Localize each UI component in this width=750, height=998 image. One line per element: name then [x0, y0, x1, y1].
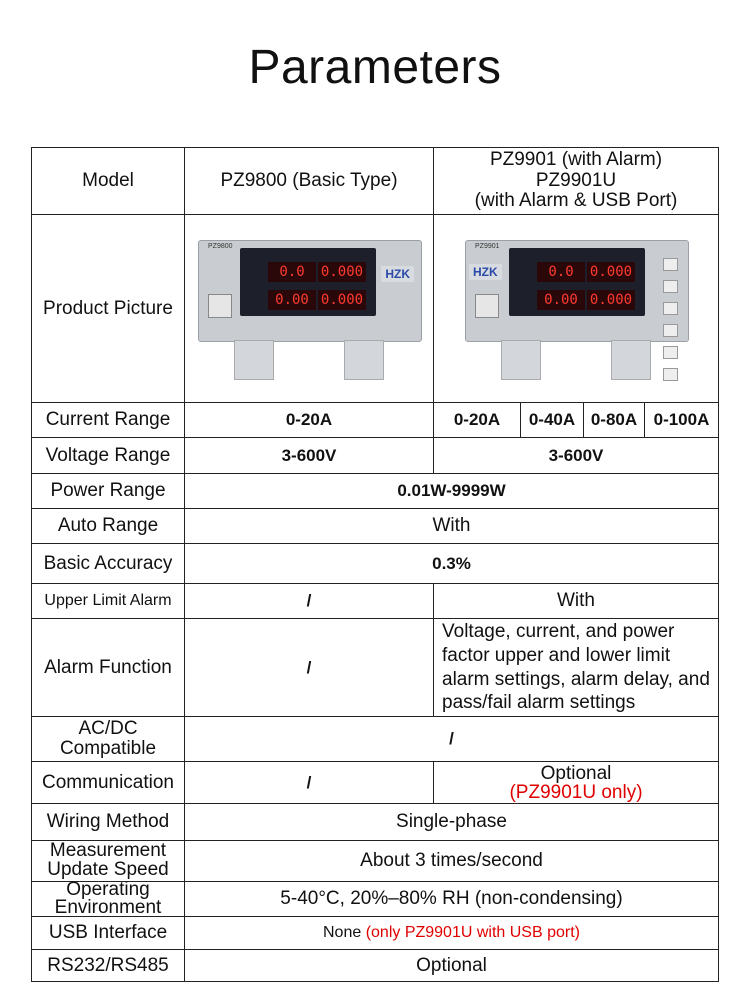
label-rs232: RS232/RS485 — [32, 950, 185, 981]
model-pz9901 — [434, 148, 718, 214]
display-digit: 0.00 — [268, 290, 316, 310]
device-pz9800-label: PZ9800 — [208, 242, 233, 250]
upper-limit-alarm-pz9800: / — [185, 584, 434, 618]
device-buttons — [655, 256, 685, 388]
power-switch — [208, 294, 232, 318]
page-title: Parameters — [248, 41, 502, 94]
label-basic-accuracy: Basic Accuracy — [32, 544, 185, 583]
table-row-basic-accuracy — [32, 543, 718, 583]
current-range-options — [434, 403, 718, 437]
update-speed-value: About 3 times/second — [360, 850, 543, 871]
upper-limit-alarm-pz9901: With — [557, 590, 595, 611]
label-upper-limit-alarm: Upper Limit Alarm — [32, 584, 185, 618]
communication-optional: Optional — [540, 762, 612, 784]
model-pz9901-line3: (with Alarm & USB Port) — [474, 190, 678, 212]
product-picture-pz9800 — [185, 215, 434, 402]
table-row-voltage-range — [32, 437, 718, 473]
table-row-wiring-method — [32, 803, 718, 840]
label-communication: Communication — [32, 762, 185, 803]
label-voltage-range: Voltage Range — [32, 438, 185, 473]
model-pz9901-line2: PZ9901U — [535, 169, 617, 191]
display-digit: 0.0 — [537, 262, 585, 282]
display-digit: 0.000 — [587, 262, 635, 282]
table-row-picture — [32, 214, 718, 402]
display-digit: 0.000 — [318, 262, 366, 282]
label-usb-interface: USB Interface — [32, 917, 185, 949]
label-alarm-function: Alarm Function — [32, 619, 185, 716]
display-digit: 0.0 — [268, 262, 316, 282]
label-operating-environment: Operating Environment — [32, 882, 185, 916]
device-stand — [344, 340, 384, 380]
usb-interface-none: None — [322, 924, 362, 941]
display-digit: 0.00 — [537, 290, 585, 310]
display-digit: 0.000 — [318, 290, 366, 310]
alarm-function-pz9901: Voltage, current, and power factor upper and lower limit alarm settings, alarm delay, and pass/fail alarm settings — [442, 621, 710, 714]
operating-environment-value: 5-40°C, 20%–80% RH (non-condensing) — [280, 888, 623, 909]
usb-interface-value — [185, 917, 718, 949]
auto-range-value: With — [432, 515, 471, 536]
power-range-value: 0.01W-9999W — [397, 481, 506, 500]
label-wiring-method: Wiring Method — [32, 804, 185, 840]
table-row-usb-interface — [32, 916, 718, 949]
current-range-pz9800: 0-20A — [185, 403, 434, 437]
current-option: 0-20A — [434, 403, 521, 437]
table-row-rs232 — [32, 949, 718, 981]
hzk-logo: HZK — [469, 264, 502, 280]
communication-pz9800: / — [185, 762, 434, 803]
current-option: 0-80A — [584, 403, 645, 437]
label-power-range: Power Range — [32, 474, 185, 508]
table-row-upper-limit-alarm — [32, 583, 718, 618]
current-option: 0-40A — [521, 403, 584, 437]
product-picture-pz9901 — [434, 215, 718, 402]
communication-pz9901 — [434, 762, 718, 803]
table-row-operating-environment — [32, 878, 718, 918]
parameters-table — [31, 147, 719, 982]
label-model: Model — [32, 148, 185, 214]
current-option: 0-100A — [653, 410, 710, 429]
table-row-update-speed — [32, 840, 718, 881]
acdc-value: / — [449, 729, 454, 748]
device-pz9901-image — [461, 234, 691, 384]
device-stand — [611, 340, 651, 380]
model-pz9800: PZ9800 (Basic Type) — [185, 148, 434, 214]
table-row-power-range — [32, 473, 718, 508]
label-product-picture: Product Picture — [32, 215, 185, 402]
label-current-range: Current Range — [32, 403, 185, 437]
device-pz9800-image — [194, 234, 424, 384]
label-acdc: AC/DC Compatible — [32, 717, 185, 761]
device-pz9901-label: PZ9901 — [475, 242, 500, 250]
device-stand — [234, 340, 274, 380]
device-stand — [501, 340, 541, 380]
hzk-logo: HZK — [381, 266, 414, 282]
voltage-range-pz9901: 3-600V — [548, 445, 604, 465]
alarm-function-pz9800: / — [185, 619, 434, 716]
table-row-model — [32, 148, 718, 214]
table-row-current-range — [32, 402, 718, 437]
table-row-communication — [32, 761, 718, 803]
label-auto-range: Auto Range — [32, 509, 185, 543]
model-pz9901-line1: PZ9901 (with Alarm) — [489, 149, 663, 171]
communication-note: (PZ9901U only) — [509, 781, 643, 803]
table-row-alarm-function — [32, 618, 718, 716]
display-digit: 0.000 — [587, 290, 635, 310]
table-row-acdc — [32, 716, 718, 761]
rs232-value: Optional — [416, 954, 487, 976]
voltage-range-pz9800: 3-600V — [185, 438, 434, 473]
usb-interface-note: (only PZ9901U with USB port) — [365, 924, 580, 941]
basic-accuracy-value: 0.3% — [432, 553, 471, 573]
label-update-speed: Measurement Update Speed — [32, 841, 185, 881]
table-row-auto-range — [32, 508, 718, 543]
wiring-method-value: Single-phase — [396, 811, 507, 832]
power-switch — [475, 294, 499, 318]
